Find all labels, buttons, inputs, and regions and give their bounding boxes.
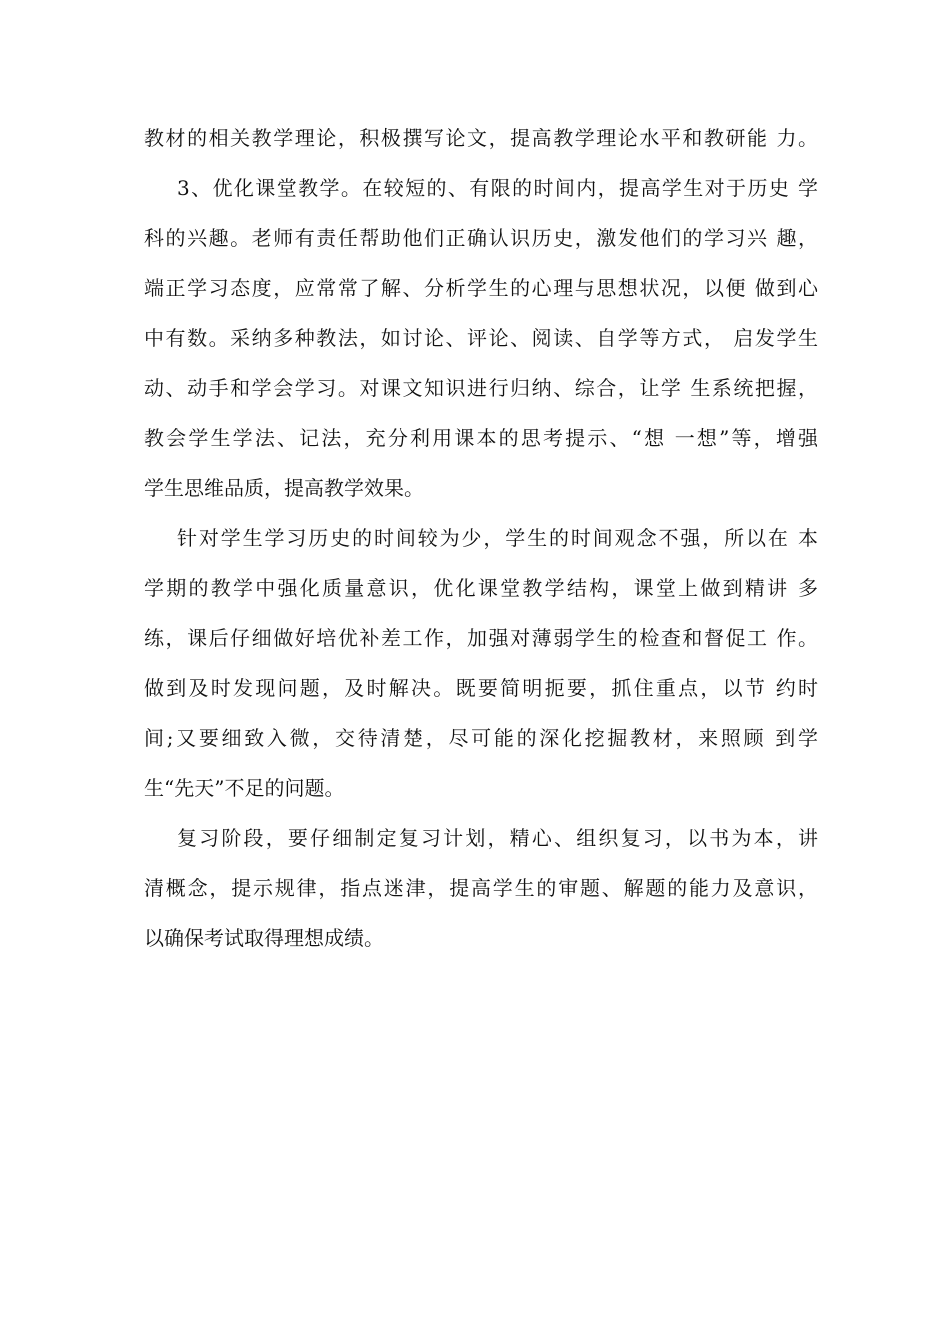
text-line: 生“先天”不足的问题。	[144, 776, 345, 800]
text-line: 间;又要细致入微，交待清楚，尽可能的深化挖掘教材，来照顾 到学	[144, 726, 818, 750]
text-line: 端正学习态度，应常常了解、分析学生的心理与思想状况，以便 做到心	[144, 276, 818, 300]
text-line: 练，课后仔细做好培优补差工作，加强对薄弱学生的检查和督促工 作。	[144, 626, 818, 650]
text-line: 动、动手和学会学习。对课文知识进行归纳、综合，让学 生系统把握，	[144, 376, 818, 400]
text-line: 中有数。采纳多种教法，如讨论、评论、阅读、自学等方式， 启发学生	[144, 326, 818, 350]
text-line: 学期的教学中强化质量意识，优化课堂教学结构，课堂上做到精讲 多	[144, 576, 818, 600]
text-line: 清概念，提示规律，指点迷津，提高学生的审题、解题的能力及意识，	[144, 876, 818, 900]
text-line: 做到及时发现问题，及时解决。既要简明扼要，抓住重点，以节 约时	[144, 676, 818, 700]
text-line: 教会学生学法、记法，充分利用课本的思考提示、“想 一想”等，增强	[144, 426, 818, 450]
text-line: 学生思维品质，提高教学效果。	[144, 476, 424, 500]
text-line: 复习阶段，要仔细制定复习计划，精心、组织复习，以书为本，讲	[177, 826, 818, 850]
text-line: 以确保考试取得理想成绩。	[144, 926, 384, 950]
text-line: 教材的相关教学理论，积极撰写论文，提高教学理论水平和教研能 力。	[144, 126, 818, 150]
text-line: 针对学生学习历史的时间较为少，学生的时间观念不强，所以在 本	[177, 526, 818, 550]
text-line: 3、优化课堂教学。在较短的、有限的时间内，提高学生对于历史 学	[177, 176, 818, 200]
text-line: 科的兴趣。老师有责任帮助他们正确认识历史，激发他们的学习兴 趣，	[144, 226, 818, 250]
